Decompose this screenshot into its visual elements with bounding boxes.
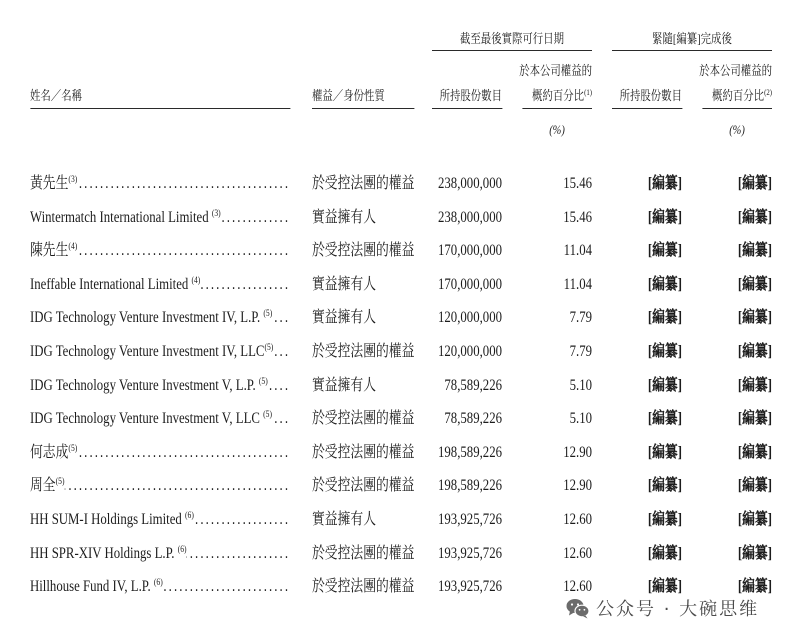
capacity-cell: 於受控法團的權益 bbox=[312, 410, 415, 428]
holder-name-cell bbox=[30, 537, 290, 571]
dot-leader bbox=[163, 570, 290, 604]
percentage-current-cell: 5.10 bbox=[569, 376, 592, 394]
shares-current-cell: 193,925,726 bbox=[438, 510, 502, 528]
column-header-shares-after bbox=[612, 59, 682, 109]
holder-name-text: IDG Technology Venture Investment IV, LLC bbox=[30, 342, 265, 360]
percentage-after-cell: [編纂] bbox=[737, 578, 772, 596]
holder-name-text: IDG Technology Venture Investment V, LLC bbox=[30, 410, 264, 428]
shares-current-cell: 170,000,000 bbox=[438, 275, 502, 293]
percentage-current-cell: 12.60 bbox=[563, 544, 592, 562]
group-header-current: 截至最後實際可行日期 bbox=[432, 28, 592, 51]
table-row bbox=[0, 503, 800, 537]
capacity-cell: 於受控法團的權益 bbox=[312, 242, 415, 260]
column-header-line2 bbox=[712, 83, 772, 108]
column-header-line2 bbox=[532, 83, 592, 108]
table-row bbox=[0, 201, 800, 235]
shares-after-cell: [編纂] bbox=[647, 578, 682, 596]
holder-name-cell bbox=[30, 234, 290, 268]
holder-name-text: HH SUM-I Holdings Limited bbox=[30, 510, 186, 528]
holder-name bbox=[30, 301, 272, 335]
capacity-cell: 於受控法團的權益 bbox=[312, 443, 415, 461]
footnote-ref: (4) bbox=[68, 242, 78, 253]
capacity-cell: 於受控法團的權益 bbox=[312, 578, 415, 596]
holder-name-text: 黃先生 bbox=[30, 175, 69, 192]
dot-leader bbox=[272, 301, 290, 335]
table-row bbox=[0, 469, 800, 503]
footnote-ref: (6) bbox=[185, 510, 194, 521]
group-header-after: 緊隨[編纂]完成後 bbox=[612, 28, 772, 51]
shares-current-cell: 198,589,226 bbox=[438, 443, 502, 461]
unit-label-current: (%) bbox=[549, 122, 565, 137]
footnote-ref: (6) bbox=[177, 544, 187, 555]
shares-after-cell: [編纂] bbox=[647, 477, 682, 495]
percentage-current-cell: 15.46 bbox=[563, 208, 592, 226]
holder-name bbox=[30, 402, 272, 436]
watermark-text: 公众号 · 大碗思维 bbox=[596, 599, 760, 620]
shares-current-cell: 78,589,226 bbox=[444, 410, 502, 428]
column-header-shares-after-text: 所持股份數目 bbox=[619, 88, 682, 103]
capacity-cell: 實益擁有人 bbox=[312, 510, 377, 528]
capacity-cell: 於受控法團的權益 bbox=[312, 477, 415, 495]
footnote-ref: (5) bbox=[68, 443, 78, 454]
percentage-current-cell: 5.10 bbox=[569, 410, 592, 428]
column-header-capacity bbox=[312, 59, 414, 109]
shares-after-cell: [編纂] bbox=[647, 510, 682, 528]
percentage-current-cell: 12.90 bbox=[563, 443, 592, 461]
footnote-ref: (5) bbox=[55, 477, 65, 488]
column-header-line2-text: 概約百分比 bbox=[712, 88, 765, 103]
holder-name bbox=[30, 335, 273, 369]
dot-leader bbox=[187, 537, 290, 571]
table-row bbox=[0, 537, 800, 571]
shares-after-cell: [編纂] bbox=[647, 175, 682, 192]
dot-leader bbox=[268, 369, 290, 403]
shares-after-cell: [編纂] bbox=[647, 208, 682, 226]
holder-name-text: Wintermatch International Limited bbox=[30, 208, 212, 226]
holder-name-cell bbox=[30, 503, 290, 537]
table-row bbox=[0, 268, 800, 302]
percentage-after-cell: [編纂] bbox=[737, 175, 772, 192]
table-row bbox=[0, 234, 800, 268]
table-body bbox=[0, 167, 800, 604]
footnote-ref: (1) bbox=[584, 87, 592, 97]
table-row bbox=[0, 301, 800, 335]
holder-name-text: Ineffable International Limited bbox=[30, 275, 192, 293]
holder-name bbox=[30, 234, 77, 268]
capacity-cell: 於受控法團的權益 bbox=[312, 544, 415, 562]
holder-name-cell bbox=[30, 436, 290, 470]
footnote-ref: (3) bbox=[211, 208, 221, 219]
wechat-icon bbox=[566, 598, 590, 619]
dot-leader bbox=[77, 167, 290, 201]
holder-name-cell bbox=[30, 570, 290, 604]
table-row bbox=[0, 369, 800, 403]
holder-name bbox=[30, 570, 163, 604]
column-header-capacity-text: 權益／身份性質 bbox=[312, 88, 385, 103]
percentage-after-cell: [編纂] bbox=[737, 443, 772, 461]
percentage-current-cell: 12.60 bbox=[563, 510, 592, 528]
column-header-line2-text: 概約百分比 bbox=[532, 88, 585, 103]
holder-name-cell bbox=[30, 167, 290, 201]
holder-name-cell bbox=[30, 301, 290, 335]
percentage-current-cell: 7.79 bbox=[569, 342, 592, 360]
shares-current-cell: 238,000,000 bbox=[438, 208, 502, 226]
percentage-after-cell: [編纂] bbox=[737, 410, 772, 428]
percentage-after-cell: [編纂] bbox=[737, 510, 772, 528]
shares-current-cell: 120,000,000 bbox=[438, 342, 502, 360]
column-header-name bbox=[30, 59, 290, 109]
footnote-ref: (3) bbox=[68, 175, 78, 185]
percentage-after-cell: [編纂] bbox=[737, 477, 772, 495]
percentage-current-cell: 12.60 bbox=[563, 578, 592, 596]
holder-name-cell bbox=[30, 402, 290, 436]
percentage-current-cell: 15.46 bbox=[563, 175, 592, 192]
column-header-percentage-current bbox=[519, 59, 592, 109]
shares-after-cell: [編纂] bbox=[647, 309, 682, 327]
column-header-shares-current-text: 所持股份數目 bbox=[439, 88, 502, 103]
percentage-current-cell: 7.79 bbox=[569, 309, 592, 327]
column-header-line1: 於本公司權益的 bbox=[699, 63, 772, 78]
dot-leader bbox=[272, 402, 290, 436]
dot-leader bbox=[194, 503, 290, 537]
table-row bbox=[0, 167, 800, 201]
holder-name-cell bbox=[30, 469, 290, 503]
shares-after-cell: [編纂] bbox=[647, 275, 682, 293]
footnote-ref: (5) bbox=[263, 410, 273, 421]
column-header-line1: 於本公司權益的 bbox=[519, 63, 592, 78]
column-header-percentage-after bbox=[699, 59, 772, 109]
column-header-name-text: 姓名／名稱 bbox=[30, 88, 83, 103]
table-row bbox=[0, 335, 800, 369]
holder-name bbox=[30, 369, 268, 403]
shares-after-cell: [編纂] bbox=[647, 544, 682, 562]
holder-name-text: 何志成 bbox=[30, 443, 69, 461]
footnote-ref: (5) bbox=[263, 309, 273, 320]
percentage-after-cell: [編纂] bbox=[737, 275, 772, 293]
dot-leader bbox=[64, 469, 290, 503]
percentage-after-cell: [編纂] bbox=[737, 544, 772, 562]
holder-name bbox=[30, 537, 187, 571]
shares-after-cell: [編纂] bbox=[647, 342, 682, 360]
percentage-current-cell: 11.04 bbox=[563, 275, 592, 293]
percentage-after-cell: [編纂] bbox=[737, 342, 772, 360]
dot-leader bbox=[77, 234, 290, 268]
holder-name-text: Hillhouse Fund IV, L.P. bbox=[30, 578, 154, 596]
dot-leader bbox=[221, 201, 290, 235]
shares-current-cell: 78,589,226 bbox=[444, 376, 502, 394]
holder-name-cell bbox=[30, 201, 290, 235]
capacity-cell: 於受控法團的權益 bbox=[312, 342, 415, 360]
holder-name bbox=[30, 268, 200, 302]
holder-name-cell bbox=[30, 268, 290, 302]
shares-current-cell: 193,925,726 bbox=[438, 544, 502, 562]
holder-name bbox=[30, 469, 64, 503]
percentage-after-cell: [編纂] bbox=[737, 309, 772, 327]
holder-name-text: HH SPR-XIV Holdings L.P. bbox=[30, 544, 178, 562]
holder-name-cell bbox=[30, 335, 290, 369]
percentage-after-cell: [編纂] bbox=[737, 242, 772, 260]
shares-current-cell: 170,000,000 bbox=[438, 242, 502, 260]
holder-name-text: 陳先生 bbox=[30, 242, 69, 260]
footnote-ref: (2) bbox=[764, 87, 772, 97]
table-row bbox=[0, 402, 800, 436]
holder-name bbox=[30, 167, 77, 201]
column-header-shares-current bbox=[432, 59, 502, 109]
shares-after-cell: [編纂] bbox=[647, 376, 682, 394]
capacity-cell: 實益擁有人 bbox=[312, 376, 377, 394]
watermark bbox=[566, 596, 759, 620]
shares-current-cell: 120,000,000 bbox=[438, 309, 502, 327]
footnote-ref: (4) bbox=[191, 275, 201, 286]
holder-name bbox=[30, 201, 221, 235]
dot-leader bbox=[273, 335, 290, 369]
dot-leader bbox=[77, 436, 290, 470]
holder-name-text: 周全 bbox=[30, 477, 56, 495]
capacity-cell: 於受控法團的權益 bbox=[312, 175, 415, 192]
holder-name-text: IDG Technology Venture Investment V, L.P. bbox=[30, 376, 259, 394]
shares-after-cell: [編纂] bbox=[647, 443, 682, 461]
holder-name bbox=[30, 436, 77, 470]
percentage-after-cell: [編纂] bbox=[737, 376, 772, 394]
shares-current-cell: 238,000,000 bbox=[438, 175, 502, 192]
holder-name-cell bbox=[30, 369, 290, 403]
footnote-ref: (5) bbox=[264, 342, 274, 353]
percentage-current-cell: 12.90 bbox=[563, 477, 592, 495]
footnote-ref: (6) bbox=[153, 578, 163, 589]
unit-label-after: (%) bbox=[729, 122, 745, 137]
percentage-after-cell: [編纂] bbox=[737, 208, 772, 226]
dot-leader bbox=[200, 268, 290, 302]
shares-current-cell: 198,589,226 bbox=[438, 477, 502, 495]
shares-current-cell: 193,925,726 bbox=[438, 578, 502, 596]
capacity-cell: 實益擁有人 bbox=[312, 275, 377, 293]
shares-after-cell: [編纂] bbox=[647, 242, 682, 260]
holder-name-text: IDG Technology Venture Investment IV, L.P. bbox=[30, 309, 264, 327]
capacity-cell: 實益擁有人 bbox=[312, 309, 377, 327]
shares-after-cell: [編纂] bbox=[647, 410, 682, 428]
percentage-current-cell: 11.04 bbox=[563, 242, 592, 260]
holder-name bbox=[30, 503, 194, 537]
capacity-cell: 實益擁有人 bbox=[312, 208, 377, 226]
footnote-ref: (5) bbox=[258, 376, 268, 387]
table-row bbox=[0, 436, 800, 470]
